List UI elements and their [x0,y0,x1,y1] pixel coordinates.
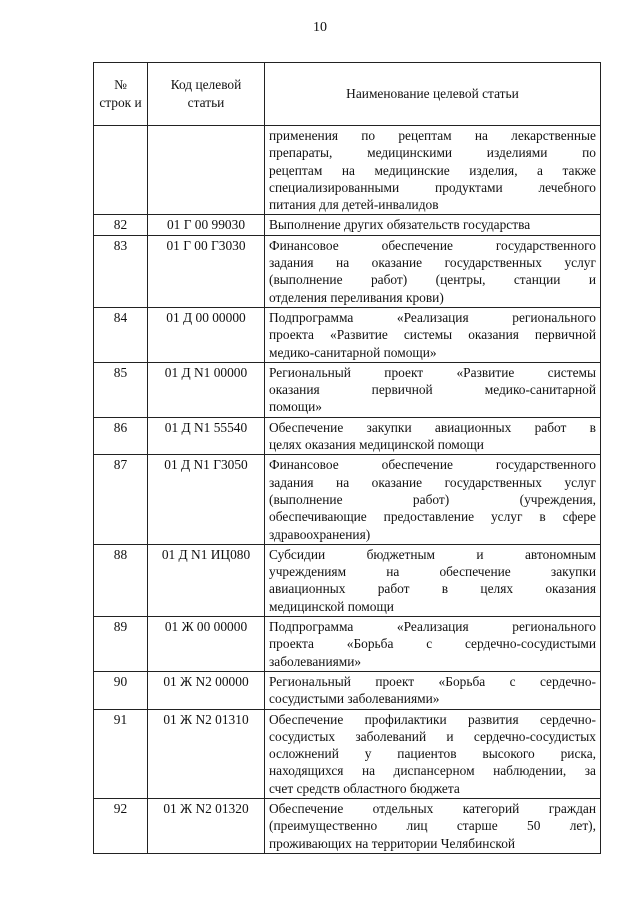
target-name-cell [265,455,601,544]
row-number-cell: 87 [94,455,148,544]
table-row [94,455,601,544]
table-row [94,307,601,362]
row-number-cell: 84 [94,307,148,362]
target-name-line: оказания первичной медико-санитарной [269,382,596,398]
target-name-line: Обеспечение профилактики развития сердечно- [269,711,596,727]
target-code-cell: 01 Д N1 Г3050 [148,455,265,544]
target-name-cell [265,307,601,362]
table-row [94,617,601,672]
target-name-line: задания на оказание государственных услуг [269,474,596,490]
target-name-line: обеспечивающие предоставление услуг в сфере [269,509,596,525]
target-name-cell [265,235,601,307]
budget-codes-table [93,62,601,854]
row-number-cell: 92 [94,798,148,853]
target-name-line: рецептам на медицинские изделия, а также [269,162,596,178]
target-name-line: Обеспечение отдельных категорий граждан [269,800,596,816]
row-number-cell: 88 [94,544,148,616]
target-name-line: Выполнение других обязательств государства [269,217,531,233]
target-name-cell [265,671,601,709]
target-name-line: Региональный проект «Развитие системы [269,364,596,380]
target-code-cell: 01 Ж N2 00000 [148,671,265,709]
table-row [94,417,601,455]
page-bottom-edge [0,878,640,905]
table-row [94,362,601,417]
target-name-line: Подпрограмма «Реализация регионального [269,309,596,325]
target-name-line: сосудистыми заболеваниями» [269,691,440,707]
table-row [94,544,601,616]
target-name-line: помощи» [269,399,322,415]
target-code-cell: 01 Г 00 99030 [148,215,265,235]
target-name-line: заболеваниями» [269,653,362,669]
target-name-cell [265,417,601,455]
target-name-line: специализированными продуктами лечебного [269,179,596,195]
row-number-cell: 86 [94,417,148,455]
table-row [94,798,601,853]
target-name-cell [265,709,601,798]
table-body [94,126,601,854]
table-row [94,671,601,709]
table-header-row [94,63,601,126]
target-name-line: Региональный проект «Борьба с сердечно- [269,673,596,689]
target-name-line: учреждениям на обеспечение закупки [269,564,596,580]
header-target-code: Код целевой статьи [148,63,265,126]
target-name-line: отделения переливания крови) [269,289,444,305]
target-name-cell [265,617,601,672]
target-name-line: сосудистых заболеваний и сердечно-сосудистых [269,728,596,744]
page-number: 10 [313,20,327,35]
target-code-cell: 01 Д N1 55540 [148,417,265,455]
target-name-line: находящихся на диспансерном наблюдении, за [269,763,596,779]
target-code-cell: 01 Д 00 00000 [148,307,265,362]
target-code-cell: 01 Ж N2 01320 [148,798,265,853]
target-name-line: (преимущественно лиц старше 50 лет), [269,818,596,834]
target-code-cell: 01 Г 00 Г3030 [148,235,265,307]
target-name-line: проекта «Развитие системы оказания первичной [269,327,596,343]
table-row [94,215,601,235]
target-name-line: (выполнение работ) (центры, станции и [269,272,596,288]
target-code-cell: 01 Ж 00 00000 [148,617,265,672]
target-name-line: медико-санитарной помощи» [269,344,437,360]
target-code-cell: 01 Д N1 00000 [148,362,265,417]
row-number-cell [94,126,148,215]
target-name-line: питания для детей-инвалидов [269,197,439,213]
target-code-cell: 01 Ж N2 01310 [148,709,265,798]
target-name-line: осложнений у пациентов высокого риска, [269,746,596,762]
target-name-line: Субсидии бюджетным и автономным [269,546,596,562]
target-name-line: Подпрограмма «Реализация регионального [269,619,596,635]
target-name-cell [265,544,601,616]
target-name-cell [265,126,601,215]
row-number-cell: 85 [94,362,148,417]
table-row [94,235,601,307]
target-name-line: применения по рецептам на лекарственные [269,128,596,143]
target-name-cell [265,362,601,417]
target-name-line: проживающих на территории Челябинской [269,835,516,851]
target-name-line: медицинской помощи [269,598,394,614]
target-name-line: Финансовое обеспечение государственного [269,457,596,473]
target-name-line: Обеспечение закупки авиационных работ в [269,419,596,435]
target-name-line: авиационных работ в целях оказания [269,581,596,597]
target-name-line: счет средств областного бюджета [269,780,460,796]
target-code-cell: 01 Д N1 ИЦ080 [148,544,265,616]
header-row-number: № строк и [94,63,148,126]
row-number-cell: 90 [94,671,148,709]
table-row [94,709,601,798]
target-name-line: проекта «Борьба с сердечно-сосудистыми [269,636,596,652]
header-target-name: Наименование целевой статьи [265,63,601,126]
row-number-cell: 83 [94,235,148,307]
row-number-cell: 89 [94,617,148,672]
target-name-cell [265,798,601,853]
target-code-cell [148,126,265,215]
target-name-cell [265,215,601,235]
row-number-cell: 82 [94,215,148,235]
target-name-line: целях оказания медицинской помощи [269,437,484,453]
target-name-line: задания на оказание государственных услуг [269,255,596,271]
target-name-line: здравоохранения) [269,526,371,542]
target-name-line: (выполнение работ) (учреждения, [269,491,596,507]
target-name-line: препараты, медицинскими изделиями по [269,145,596,161]
table-row [94,126,601,215]
row-number-cell: 91 [94,709,148,798]
target-name-line: Финансовое обеспечение государственного [269,237,596,253]
